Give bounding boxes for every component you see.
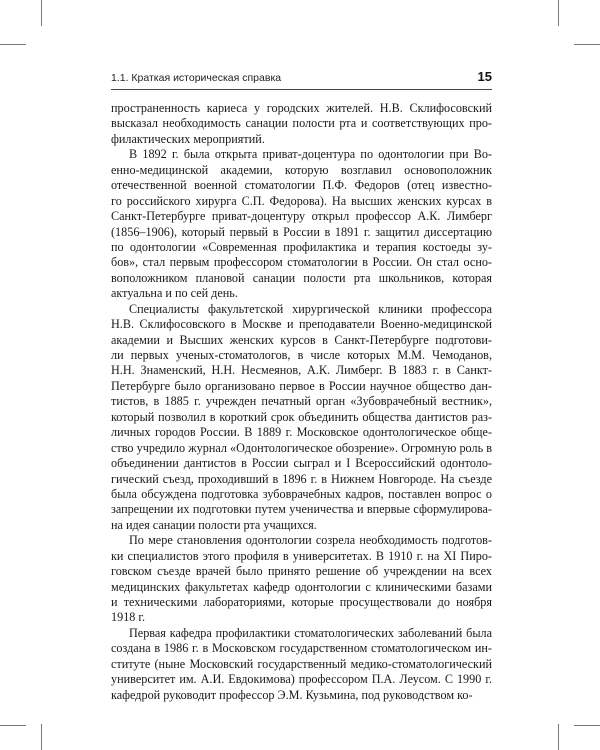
crop-mark <box>0 44 26 45</box>
text-line: отечественной военной стоматологии П.Ф. Федоров (отец известно- <box>111 178 492 193</box>
text-line: бов», стал первым профессором стоматологии в России. Он стал осно- <box>111 255 492 270</box>
text-line: Н.Н. Знаменский, Н.Н. Несмеянов, А.К. Лимберг. В 1883 г. в Санкт- <box>111 363 492 378</box>
text-line: и техническими лабораториями, которые просуществовали до ноября <box>111 595 492 609</box>
text-line: по одонтологии «Современная профилактика и терапия костоеды зу- <box>111 239 492 254</box>
crop-mark <box>41 0 42 26</box>
text-line: го российского хирурга С.П. Федорова). На высших женских курсах в <box>111 193 492 208</box>
text-line: енно-медицинской академии, которую возглавил основоположник <box>111 162 492 177</box>
text-line: (1856–1906), который первый в России в 1891 г. защитил диссертацию <box>111 224 492 239</box>
text-line: ституте (ныне Московский государственный медико-стоматологический <box>111 656 492 671</box>
paragraph <box>111 302 492 534</box>
paragraph <box>111 626 492 703</box>
text-line: Петербурге было организовано первое в России научное общество дан- <box>111 378 492 393</box>
crop-mark <box>574 725 600 726</box>
text-line: актуальна и по сей день. <box>111 286 238 301</box>
text-line: пространенность кариеса у городских жителей. Н.В. Склифосовский <box>111 101 492 115</box>
text-line: тистов, в 1885 г. учрежден печатный орган «Зубоврачебный вестник», <box>111 394 492 409</box>
crop-mark <box>574 44 600 45</box>
text-line: который позволил в короткий срок объединить общества дантистов раз- <box>111 409 492 424</box>
running-title: 1.1. Краткая историческая справка <box>111 72 282 84</box>
crop-mark <box>558 724 559 750</box>
crop-mark <box>0 725 26 726</box>
page-number: 15 <box>477 69 492 84</box>
paragraph <box>111 101 492 147</box>
running-header <box>111 70 492 88</box>
text-line: создана в 1986 г. в Московском государственном стоматологическом ин- <box>111 641 492 656</box>
text-line: кафедрой руководит профессор Э.М. Кузьмина, под руководством ко- <box>111 687 473 702</box>
text-line: ство учредило журнал «Одонтологическое обозрение». Огромную роль в <box>111 440 492 455</box>
text-line: личных городов России. В 1889 г. Московское одонтологическое обще- <box>111 425 492 440</box>
text-line: Первая кафедра профилактики стоматологических заболеваний была <box>129 625 492 640</box>
text-line: гический съезд, проходивший в 1896 г. в Нижнем Новгороде. На съезде <box>111 471 492 486</box>
text-line: ли первых ученых-стоматологов, в числе которых М.М. Чемоданов, <box>111 348 492 362</box>
text-line: говском съезде врачей было принято решение об учреждении на всех <box>111 564 492 579</box>
text-line: университет им. А.И. Евдокимова) профессором П.А. Леусом. С 1990 г. <box>111 672 492 687</box>
text-line: филактических мероприятий. <box>111 131 265 146</box>
header-rule <box>111 89 492 90</box>
crop-mark <box>41 724 42 750</box>
crop-mark <box>558 0 559 26</box>
text-line: объединении дантистов в России сыграл и I Всероссийский одонтоло- <box>111 456 492 471</box>
text-line: была обсуждена подготовка зубоврачебных кадров, поставлен вопрос о <box>111 486 492 501</box>
text-line: академии и Высших женских курсов в Санкт-Петербурге подготови- <box>111 332 492 347</box>
text-line: высказал необходимость санации полости рта и соответствующих про- <box>111 116 492 131</box>
text-line: Н.В. Склифосовского в Москве и преподаватели Военно-медицинской <box>111 317 492 332</box>
text-line: ки специалистов этого профиля в университетах. В 1910 г. на XI Пиро- <box>111 548 492 563</box>
paragraph <box>111 533 492 626</box>
text-line: В 1892 г. была открыта приват-доцентура по одонтологии при Во- <box>129 147 492 162</box>
text-line: медицинских факультетах кафедр одонтологии с клиническими базами <box>111 579 492 594</box>
paragraph <box>111 147 492 301</box>
text-line: По мере становления одонтологии созрела необходимость подготов- <box>129 533 492 548</box>
text-line: 1918 г. <box>111 610 146 625</box>
text-line: Санкт-Петербурге приват-доцентуру открыл профессор А.К. Лимберг <box>111 209 492 224</box>
text-line: на идея санации полости рта учащихся. <box>111 517 317 532</box>
text-line: запрещении их подготовки путем ученичества и впервые сформулирова- <box>111 502 492 517</box>
body-text <box>111 101 492 703</box>
text-line: воположником плановой санации полости рта школьников, которая <box>111 270 492 285</box>
text-line: Специалисты факультетской хирургической клиники профессора <box>129 301 492 316</box>
